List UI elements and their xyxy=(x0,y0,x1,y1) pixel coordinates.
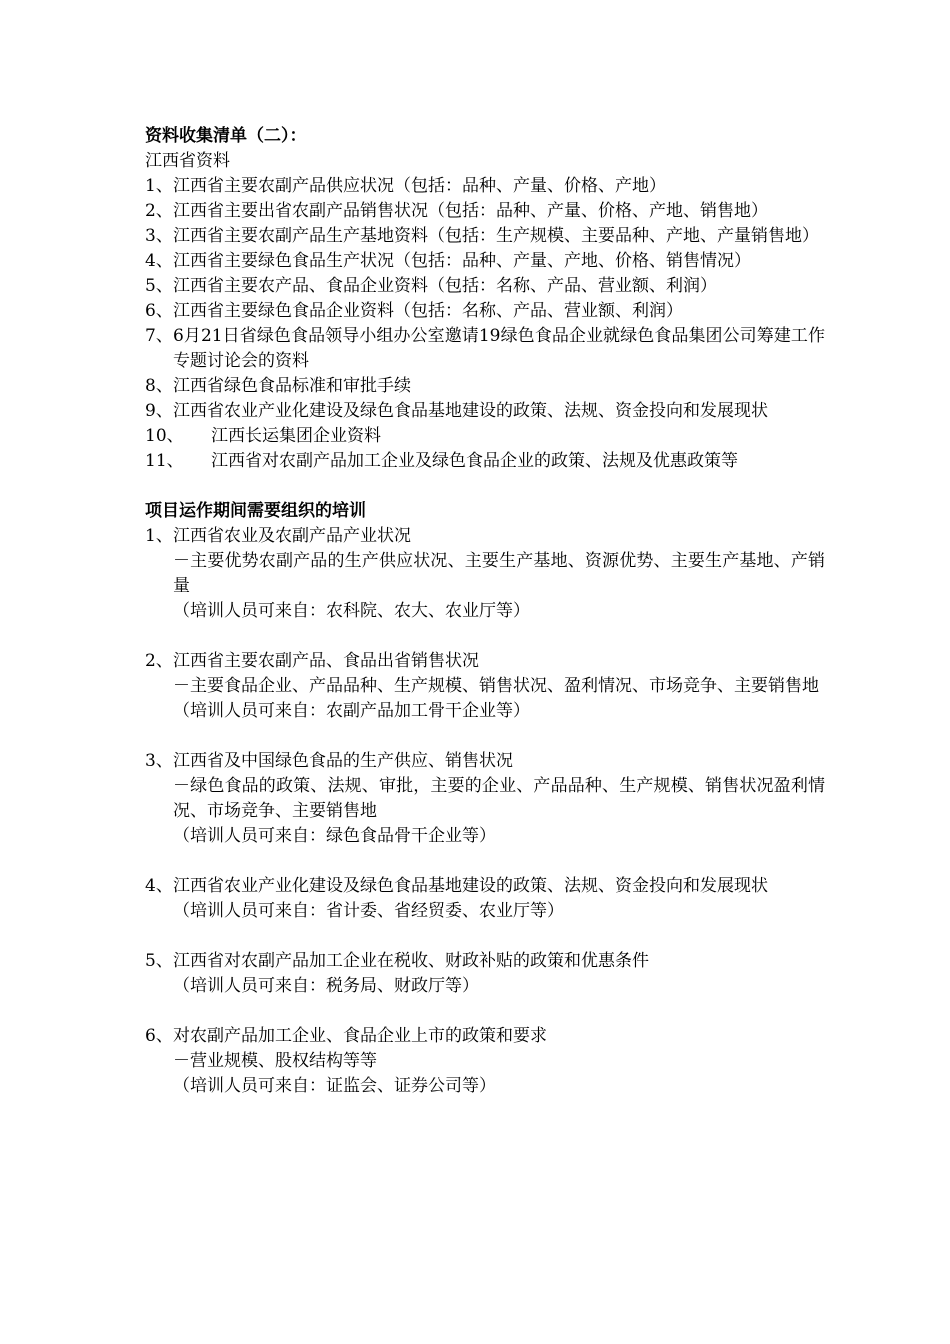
item-text: 江西省主要绿色食品生产状况（包括：品种、产量、产地、价格、销售情况） xyxy=(173,251,751,271)
item-detail: －绿色食品的政策、法规、审批，主要的企业、产品品种、生产规模、销售状况盈利情况、市场竞争、主要销售地 xyxy=(173,776,825,821)
list-item xyxy=(145,174,825,199)
item-number: 4、 xyxy=(145,876,173,896)
list-item xyxy=(145,374,825,399)
item-number: 3、 xyxy=(145,226,173,246)
item-number: 1、 xyxy=(145,176,173,196)
item-number: 11、 xyxy=(145,451,184,471)
item-number: 2、 xyxy=(145,201,173,221)
item-number: 5、 xyxy=(145,276,173,296)
section1-subtitle: 江西省资料 xyxy=(145,151,230,171)
item-text: 江西省绿色食品标准和审批手续 xyxy=(173,376,411,396)
item-text: 对农副产品加工企业、食品企业上市的政策和要求 xyxy=(173,1026,547,1046)
document-page xyxy=(145,124,825,1099)
spacer xyxy=(145,624,825,649)
item-number: 9、 xyxy=(145,401,173,421)
section2-title: 项目运作期间需要组织的培训 xyxy=(145,501,366,521)
item-text: 江西省主要农产品、食品企业资料（包括：名称、产品、营业额、利润） xyxy=(173,276,717,296)
item-detail: －营业规模、股权结构等等 xyxy=(173,1051,377,1071)
item-number: 2、 xyxy=(145,651,173,671)
training-item xyxy=(145,749,825,774)
item-text: 江西省主要农副产品生产基地资料（包括：生产规模、主要品种、产地、产量销售地） xyxy=(173,226,819,246)
list-item xyxy=(145,324,825,374)
item-number: 1、 xyxy=(145,526,173,546)
training-item xyxy=(145,649,825,674)
item-detail: －主要优势农副产品的生产供应状况、主要生产基地、资源优势、主要生产基地、产销量 xyxy=(173,551,825,596)
item-number: 4、 xyxy=(145,251,173,271)
item-source: （培训人员可来自：农副产品加工骨干企业等） xyxy=(173,701,530,721)
spacer xyxy=(145,924,825,949)
list-item xyxy=(145,399,825,424)
list-item xyxy=(145,199,825,224)
list-item xyxy=(145,274,825,299)
item-text: 江西省农业产业化建设及绿色食品基地建设的政策、法规、资金投向和发展现状 xyxy=(173,876,768,896)
item-number: 6、 xyxy=(145,301,173,321)
item-source: （培训人员可来自：省计委、省经贸委、农业厅等） xyxy=(173,901,564,921)
item-text: 江西省主要出省农副产品销售状况（包括：品种、产量、价格、产地、销售地） xyxy=(173,201,768,221)
item-text: 江西省农业及农副产品产业状况 xyxy=(173,526,411,546)
item-text: 江西省主要绿色食品企业资料（包括：名称、产品、营业额、利润） xyxy=(173,301,683,321)
item-text: 江西省主要农副产品供应状况（包括：品种、产量、价格、产地） xyxy=(173,176,666,196)
spacer xyxy=(145,474,825,499)
item-source: （培训人员可来自：绿色食品骨干企业等） xyxy=(173,826,496,846)
item-source: （培训人员可来自：农科院、农大、农业厅等） xyxy=(173,601,530,621)
item-text: 江西省对农副产品加工企业及绿色食品企业的政策、法规及优惠政策等 xyxy=(211,451,738,471)
item-detail: －主要食品企业、产品品种、生产规模、销售状况、盈利情况、市场竞争、主要销售地 xyxy=(173,676,819,696)
list-item xyxy=(145,424,825,449)
item-number: 7、 xyxy=(145,326,173,346)
item-text: 江西省农业产业化建设及绿色食品基地建设的政策、法规、资金投向和发展现状 xyxy=(173,401,768,421)
item-text: 江西省主要农副产品、食品出省销售状况 xyxy=(173,651,479,671)
item-source: （培训人员可来自：证监会、证券公司等） xyxy=(173,1076,496,1096)
spacer xyxy=(145,849,825,874)
item-text: 江西省对农副产品加工企业在税收、财政补贴的政策和优惠条件 xyxy=(173,951,649,971)
item-number: 6、 xyxy=(145,1026,173,1046)
item-text: 6月21日省绿色食品领导小组办公室邀请19绿色食品企业就绿色食品集团公司筹建工作专题讨论会的资料 xyxy=(173,326,825,371)
training-item xyxy=(145,1024,825,1049)
item-source: （培训人员可来自：税务局、财政厅等） xyxy=(173,976,479,996)
list-item xyxy=(145,224,825,249)
item-number: 10、 xyxy=(145,426,184,446)
spacer xyxy=(145,724,825,749)
list-item xyxy=(145,299,825,324)
item-number: 8、 xyxy=(145,376,173,396)
list-item xyxy=(145,249,825,274)
training-item xyxy=(145,874,825,899)
training-item xyxy=(145,949,825,974)
section1-title: 资料收集清单（二）： xyxy=(145,126,307,146)
spacer xyxy=(145,999,825,1024)
item-text: 江西省及中国绿色食品的生产供应、销售状况 xyxy=(173,751,513,771)
item-number: 3、 xyxy=(145,751,173,771)
list-item xyxy=(145,449,825,474)
item-number: 5、 xyxy=(145,951,173,971)
item-text: 江西长运集团企业资料 xyxy=(211,426,381,446)
training-item xyxy=(145,524,825,549)
